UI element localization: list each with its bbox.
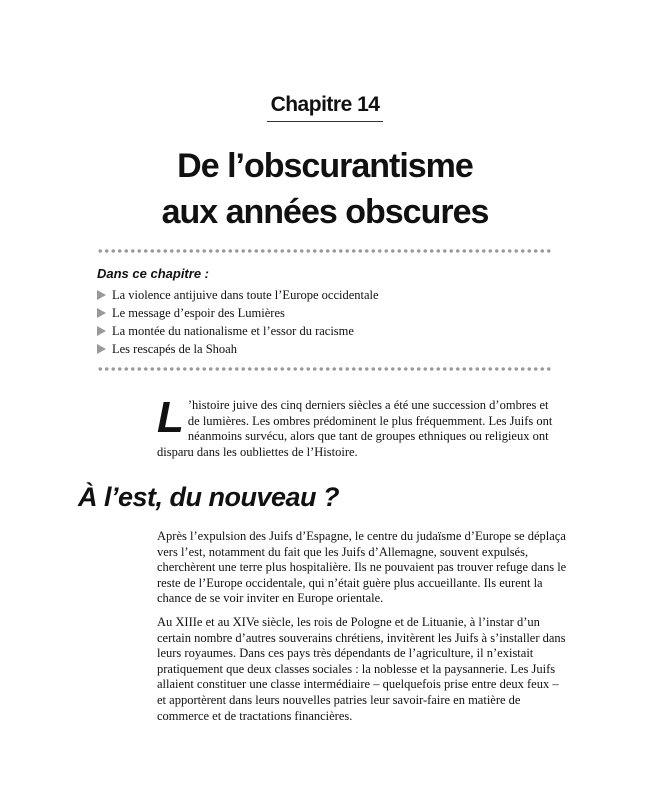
list-item (97, 304, 379, 322)
body-paragraph-2: Au XIIIe et au XIVe siècle, les rois de Pologne et de Lituanie, à l’instar d’un certain nombre d’autres souverains chrétiens, invitèrent les Juifs à s’installer dans leurs royaumes. Dans ces pays très dépendants de l’agriculture, il n’existait pratiquement que deux classes sociales : la noblesse et la paysannerie. Les Juifs allaient constituer une classe intermédiaire – quelquefois prise entre deux feux – et apportèrent dans leurs nouvelles patries leur savoir-faire en matière de commerce et de tractations financières. (157, 614, 566, 723)
list-item (97, 286, 379, 304)
triangle-right-icon (97, 290, 106, 300)
dotted-divider-bottom (97, 367, 553, 371)
list-item-label: La montée du nationalisme et l’essor du racisme (112, 323, 354, 338)
section-body (157, 529, 567, 732)
in-this-chapter-heading: Dans ce chapitre : (97, 266, 209, 281)
dotted-divider-top (97, 249, 553, 253)
chapter-label (0, 93, 650, 122)
triangle-right-icon (97, 326, 106, 336)
intro-text: ’histoire juive des cinq derniers siècles a été une succession d’ombres et de lumières. Les ombres prédominent le plus fréquemment. Les Juifs ont néanmoins survécu, alors que tant de groupes ethniques ou religieux ont disparu dans les oubliettes de l’Histoire. (157, 398, 553, 459)
list-item-label: Le message d’espoir des Lumières (112, 305, 285, 320)
triangle-right-icon (97, 344, 106, 354)
body-paragraph-1: Après l’expulsion des Juifs d’Espagne, le centre du judaïsme d’Europe se déplaça vers l’est, notamment du fait que les Juifs d’Allemagne, souvent expulsés, cherchèrent une terre plus hospitalière. Ils ne pouvaient pas trouver refuge dans le reste de l’Europe occidentale, qui n’était guère plus accueillante. Ils eurent la chance de se voir inviter en Europe orientale. (157, 529, 567, 606)
section-heading: À l’est, du nouveau ? (78, 482, 340, 512)
chapter-title (0, 143, 650, 235)
chapter-number: Chapitre 14 (267, 93, 384, 122)
intro-paragraph (157, 393, 557, 460)
in-this-chapter-list (97, 286, 379, 358)
list-item-label: La violence antijuive dans toute l’Europe occidentale (112, 287, 379, 302)
triangle-right-icon (97, 308, 106, 318)
list-item-label: Les rescapés de la Shoah (112, 341, 237, 356)
list-item (97, 340, 379, 358)
chapter-title-line-2: aux années obscures (161, 193, 489, 231)
list-item (97, 322, 379, 340)
chapter-title-line-1: De l’obscurantisme (177, 147, 473, 185)
drop-cap: L (157, 393, 184, 442)
